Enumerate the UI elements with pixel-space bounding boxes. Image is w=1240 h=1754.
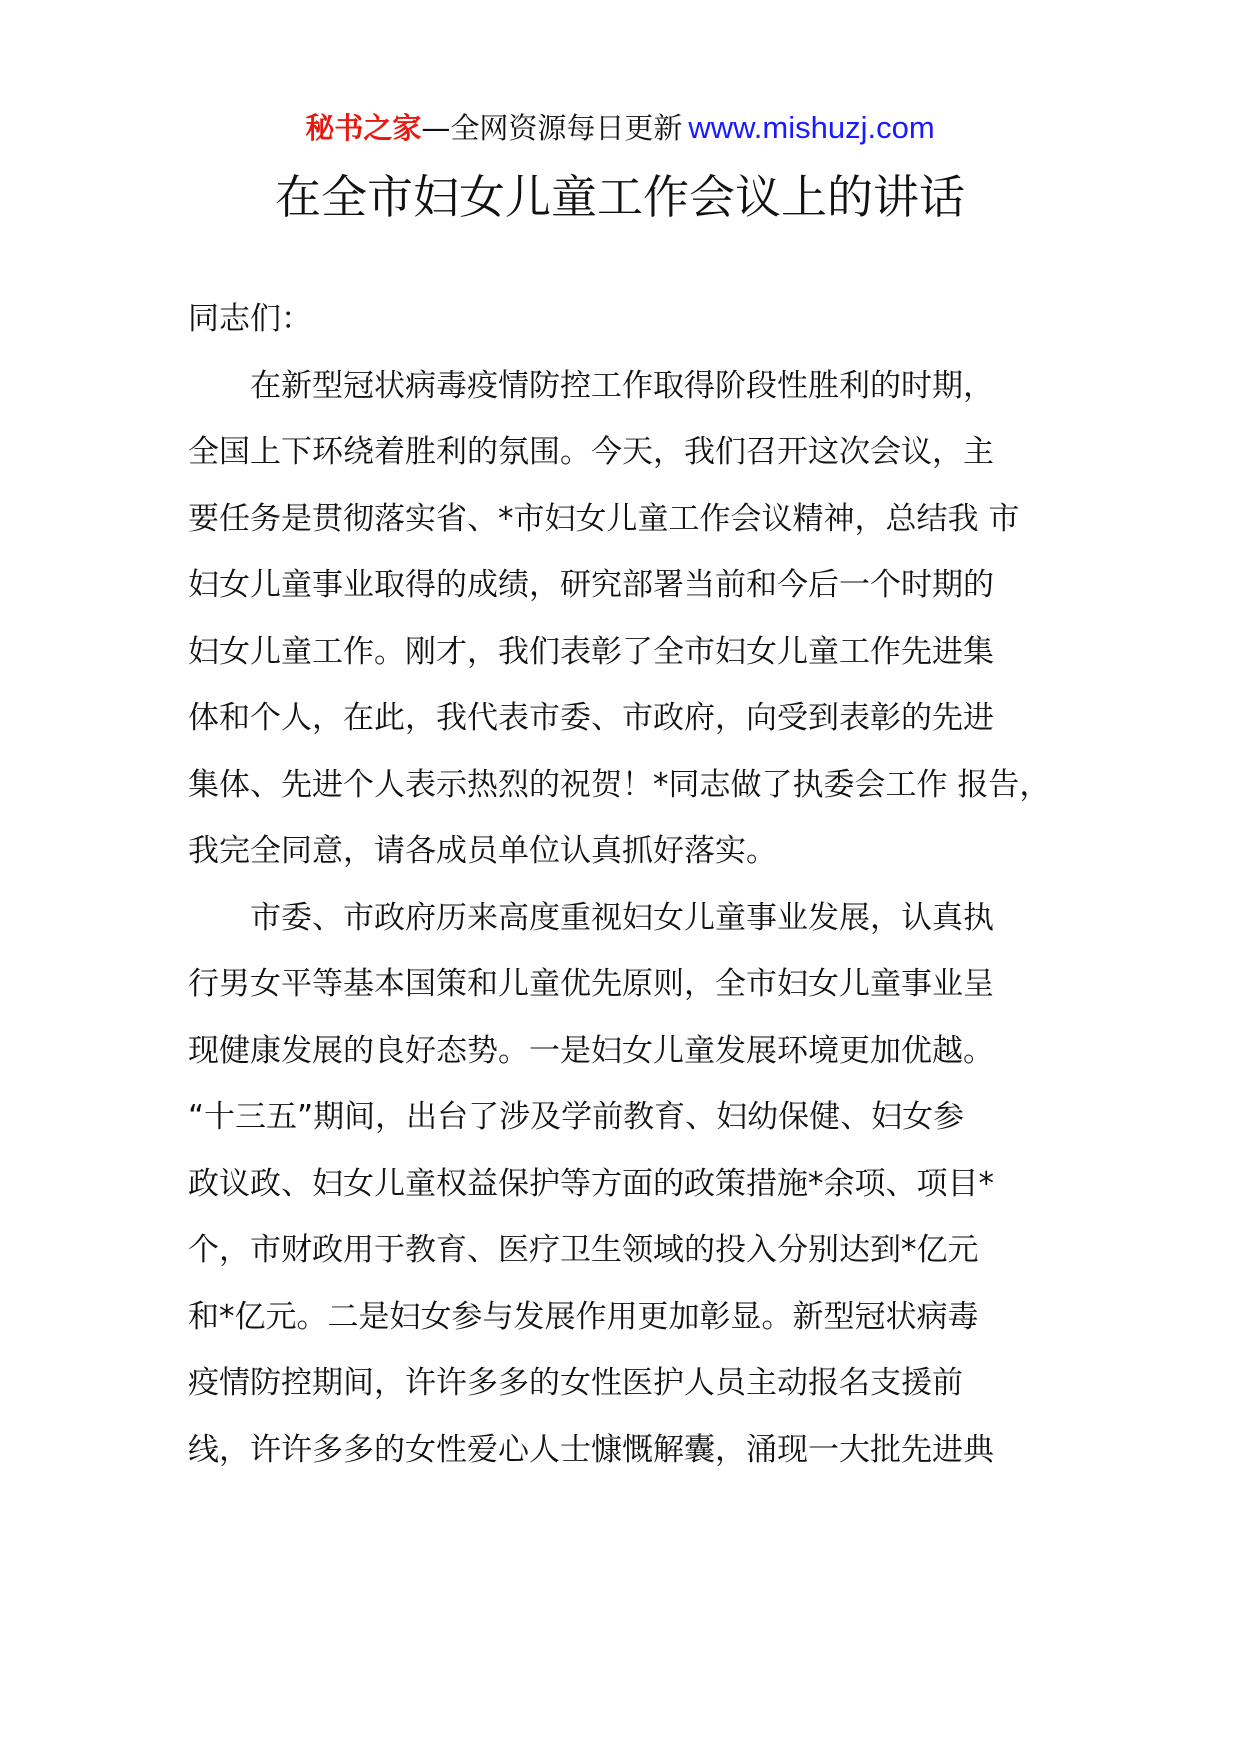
body-line: 妇女儿童工作。刚才，我们表彰了全市妇女儿童工作先进集 xyxy=(188,633,994,670)
banner-tagline: —全网资源每日更新 xyxy=(421,111,683,145)
site-banner xyxy=(0,108,1240,148)
body-line: 市委、市政府历来高度重视妇女儿童事业发展，认真执 xyxy=(188,899,994,936)
body-line: “十三五”期间，出台了涉及学前教育、妇幼保健、妇女参 xyxy=(188,1099,965,1135)
body-line: 同志们： xyxy=(188,301,312,337)
body-line: 集体、先进个人表示热烈的祝贺！*同志做了执委会工作 报告， xyxy=(188,766,1051,803)
body-line: 和*亿元。二是妇女参与发展作用更加彰显。新型冠状病毒 xyxy=(188,1298,979,1335)
body-line: 要任务是贯彻落实省、*市妇女儿童工作会议精神，总结我 市 xyxy=(188,500,1020,537)
document-title: 在全市妇女儿童工作会议上的讲话 xyxy=(275,170,965,224)
body-line: 妇女儿童事业取得的成绩，研究部署当前和今后一个时期的 xyxy=(188,567,994,603)
document-body xyxy=(188,286,1088,1483)
body-line: 疫情防控期间，许许多多的女性医护人员主动报名支援前 xyxy=(188,1365,963,1401)
site-url-link[interactable]: www.mishuzj.com xyxy=(688,110,935,145)
body-line: 我完全同意，请各成员单位认真抓好落实。 xyxy=(188,833,777,869)
body-line: 现健康发展的良好态势。一是妇女儿童发展环境更加优越。 xyxy=(188,1032,994,1069)
body-line: 体和个人，在此，我代表市委、市政府，向受到表彰的先进 xyxy=(188,700,994,736)
body-line: 个，市财政用于教育、医疗卫生领域的投入分别达到*亿元 xyxy=(188,1232,979,1268)
body-line: 政议政、妇女儿童权益保护等方面的政策措施*余项、项目* xyxy=(188,1165,994,1202)
body-line: 在新型冠状病毒疫情防控工作取得阶段性胜利的时期， xyxy=(188,367,994,404)
body-line: 行男女平等基本国策和儿童优先原则，全市妇女儿童事业呈 xyxy=(188,966,994,1002)
body-line: 线，许许多多的女性爱心人士慷慨解囊，涌现一大批先进典 xyxy=(188,1431,994,1468)
brand-name: 秘书之家 xyxy=(305,111,422,145)
body-line: 全国上下环绕着胜利的氛围。今天，我们召开这次会议，主 xyxy=(188,434,994,470)
